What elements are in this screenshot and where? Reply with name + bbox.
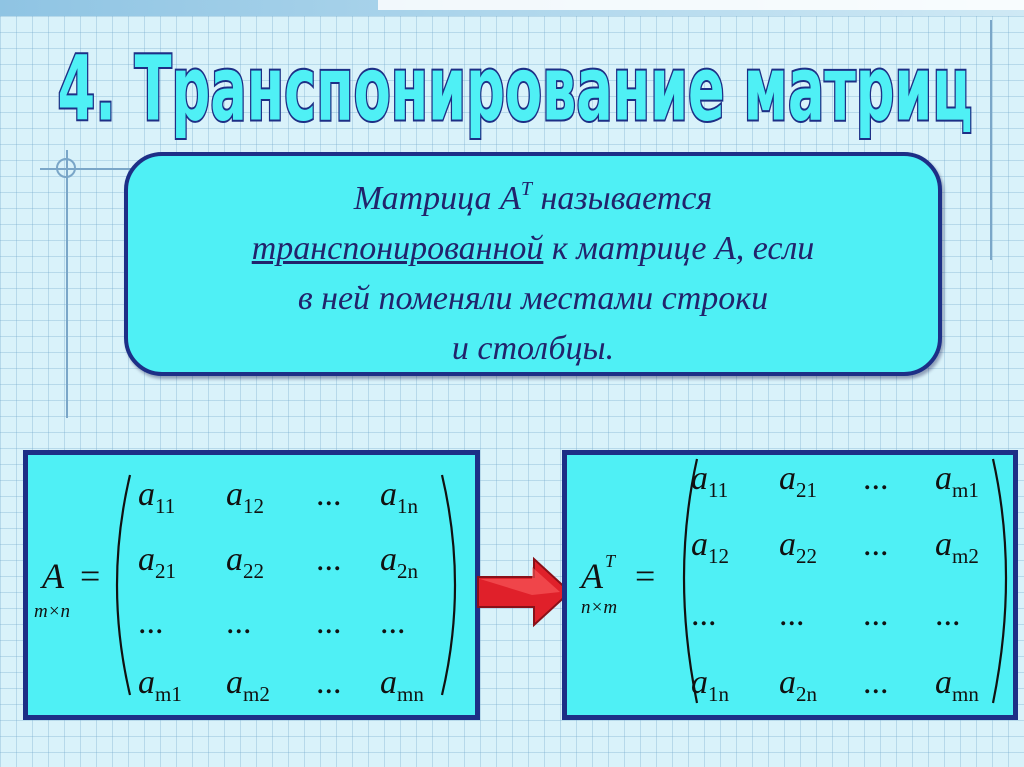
slide-title: [57, 32, 973, 142]
matrix-a-left-paren: [117, 475, 130, 695]
definition-line-1: [128, 174, 938, 224]
matrix-element: ...: [226, 604, 252, 641]
definition-transpose-superscript: Т: [520, 177, 532, 200]
matrix-element: $a_{22}$: [779, 526, 817, 568]
matrix-at-superscript: T: [605, 551, 616, 571]
definition-underlined-term: транспонированной: [251, 230, 544, 267]
matrix-element: $a_{11}$: [138, 476, 176, 518]
matrix-element: ...: [935, 596, 961, 633]
definition-line-4: и столбцы.: [451, 330, 615, 367]
matrix-at-letter: A: [581, 556, 603, 596]
matrix-element: $a_{11}$: [691, 460, 729, 502]
matrix-a-cells: [138, 476, 424, 706]
definition-line-1-prefix: Матрица А: [353, 180, 521, 217]
matrix-element: ...: [138, 604, 164, 641]
matrix-at-right-paren: [993, 459, 1006, 703]
matrix-element: $a_{21}$: [138, 541, 176, 583]
matrix-at-svg: [567, 455, 1013, 715]
matrix-a-box: [23, 450, 480, 720]
matrix-at-box: [562, 450, 1018, 720]
matrix-element: ...: [316, 604, 342, 641]
definition-line-3: в ней поменяли местами строки: [297, 280, 769, 317]
matrix-at-equals: =: [635, 556, 656, 596]
matrix-element: $a_{2n}$: [380, 541, 418, 583]
right-arrow-icon: [474, 557, 574, 627]
top-decor-panel: [378, 0, 1024, 10]
matrix-at-cells: [691, 460, 979, 706]
matrix-a-svg: [28, 455, 475, 715]
matrix-a-subscript: m×n: [34, 601, 71, 622]
matrix-element: ...: [380, 604, 406, 641]
matrix-element: $a_{2n}$: [779, 664, 817, 706]
matrix-element: ...: [863, 526, 889, 563]
matrix-element: $a_{m2}$: [935, 526, 979, 568]
matrix-element: ...: [779, 596, 805, 633]
matrix-element: ...: [316, 664, 342, 701]
matrix-element: $a_{m1}$: [138, 664, 182, 706]
matrix-element: $a_{mn}$: [380, 664, 424, 706]
matrix-a-equals: =: [80, 556, 101, 596]
matrix-a-letter: A: [42, 556, 64, 596]
decor-circle: [56, 158, 76, 178]
matrix-at-subscript: n×m: [581, 597, 618, 618]
matrix-element: $a_{1n}$: [380, 476, 418, 518]
matrix-element: $a_{m2}$: [226, 664, 270, 706]
matrix-element: $a_{m1}$: [935, 460, 979, 502]
matrix-element: $a_{12}$: [226, 476, 264, 518]
decor-right-line: [990, 20, 992, 260]
definition-line-2: [128, 224, 938, 274]
matrix-a-right-paren: [442, 475, 455, 695]
matrix-element: ...: [316, 476, 342, 513]
definition-line-1-suffix: называется: [531, 180, 713, 217]
decor-vertical-line: [66, 150, 68, 418]
matrix-element: $a_{mn}$: [935, 664, 979, 706]
slide-title-text: 4. Транспонирование матриц: [57, 38, 973, 142]
matrix-element: ...: [863, 460, 889, 497]
matrix-element: $a_{12}$: [691, 526, 729, 568]
matrix-element: ...: [691, 596, 717, 633]
matrix-element: ...: [863, 596, 889, 633]
matrix-element: $a_{1n}$: [691, 664, 729, 706]
definition-box: [124, 152, 942, 376]
matrix-element: $a_{21}$: [779, 460, 817, 502]
definition-text: [128, 174, 938, 374]
matrix-element: ...: [863, 664, 889, 701]
matrix-element: ...: [316, 541, 342, 578]
definition-line-2-rest: к матрице А, если: [543, 230, 815, 267]
matrix-element: $a_{22}$: [226, 541, 264, 583]
